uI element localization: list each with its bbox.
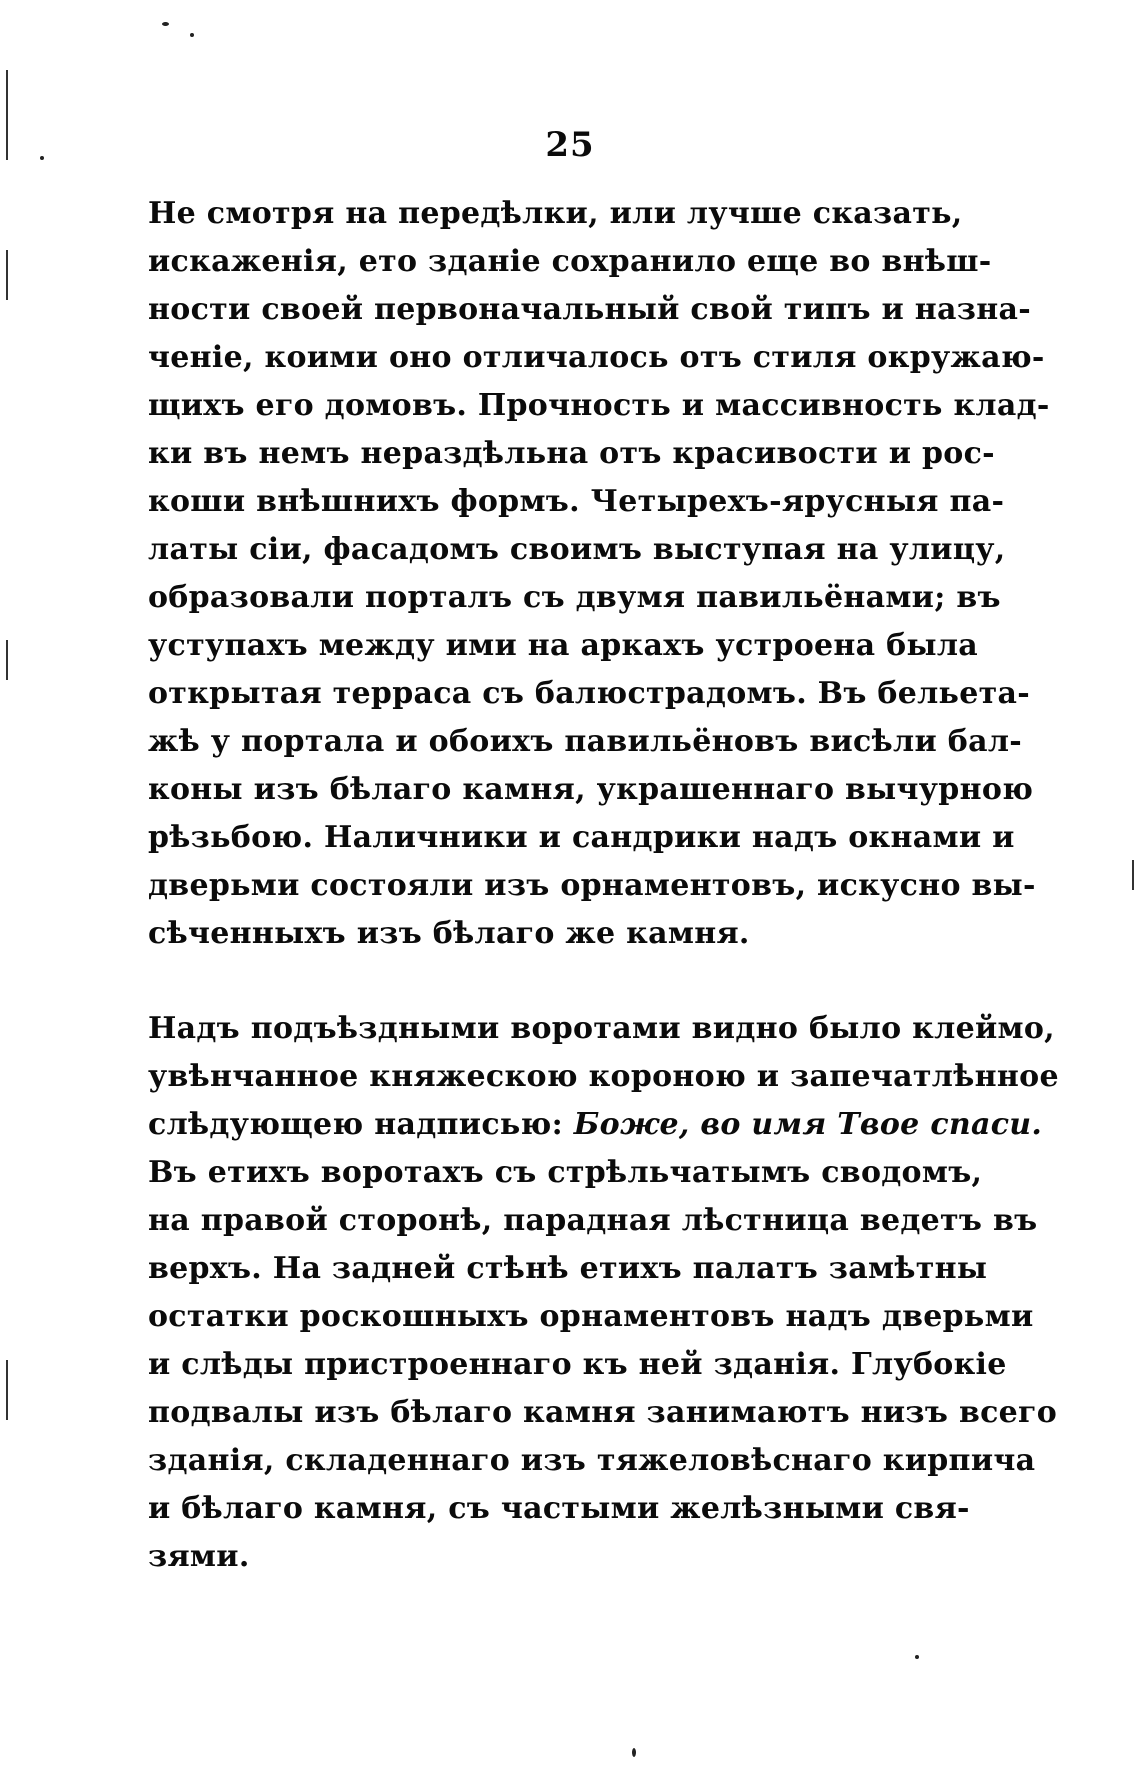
text-line: латы сіи, фасадомъ своимъ выступая на улицу, — [148, 532, 1006, 567]
scan-edge-mark — [6, 640, 8, 680]
scan-dust — [632, 1748, 636, 1757]
scan-dust — [162, 22, 169, 26]
text-line: образовали порталъ съ двумя павильёнами; въ — [148, 580, 1001, 615]
text-line: открытая терраса съ балюстрадомъ. Въ бельета- — [148, 676, 1030, 711]
scan-edge-mark — [1132, 860, 1134, 890]
paragraph-2 — [148, 1005, 1059, 1581]
text-line: коши внѣшнихъ формъ. Четырехъ-ярусныя па- — [148, 484, 1005, 519]
text-line: коны изъ бѣлаго камня, украшеннаго вычурною — [148, 772, 1034, 807]
text-line: рѣзьбою. Наличники и сандрики надъ окнами и — [148, 820, 1015, 855]
text-line: остатки роскошныхъ орнаментовъ надъ дверьми — [148, 1299, 1034, 1334]
text-line: подвалы изъ бѣлаго камня занимаютъ низъ всего — [148, 1395, 1058, 1430]
text-line: зданія, складеннаго изъ тяжеловѣснаго кирпича — [148, 1443, 1036, 1478]
text-line: ки въ немъ нераздѣльна отъ красивости и рос- — [148, 436, 995, 471]
text-line-with-inscription — [148, 1101, 1043, 1149]
text-line: Не смотря на передѣлки, или лучше сказать, — [148, 196, 963, 231]
text-line: и слѣды пристроеннаго къ ней зданія. Глубокіе — [148, 1347, 1007, 1382]
text-line: щихъ его домовъ. Прочность и массивность клад- — [148, 388, 1050, 423]
text-line: сѣченныхъ изъ бѣлаго же камня. — [148, 916, 750, 951]
text-line: верхъ. На задней стѣнѣ етихъ палатъ замѣтны — [148, 1251, 988, 1286]
text-line: увѣнчанное княжескою короною и запечатлѣнное — [148, 1059, 1059, 1094]
text-line: ченіе, коими оно отличалось отъ стиля окружаю- — [148, 340, 1045, 375]
text-line: и бѣлаго камня, съ частыми желѣзными свя- — [148, 1491, 970, 1526]
text-line: искаженія, ето зданіе сохранило еще во внѣш- — [148, 244, 992, 279]
paragraph-1 — [148, 190, 1050, 958]
text-line: слѣдующею надписью: — [148, 1107, 563, 1142]
inscription-text: Боже, во имя Твое спаси. — [573, 1107, 1043, 1142]
scan-dust — [915, 1655, 919, 1659]
text-line: уступахъ между ими на аркахъ устроена была — [148, 628, 979, 663]
scan-dust — [190, 33, 194, 37]
text-line: жѣ у портала и обоихъ павильёновъ висѣли бал- — [148, 724, 1023, 759]
text-line: зями. — [148, 1539, 250, 1574]
text-line: на правой сторонѣ, парадная лѣстница ведетъ въ — [148, 1203, 1038, 1238]
page-number: 25 — [545, 125, 595, 165]
scan-edge-mark — [6, 1360, 8, 1420]
text-line: дверьми состояли изъ орнаментовъ, искусно вы- — [148, 868, 1036, 903]
text-line: ности своей первоначальный свой типъ и назна- — [148, 292, 1031, 327]
scan-edge-mark — [6, 250, 8, 300]
text-line: Надъ подъѣздными воротами видно было клеймо, — [148, 1011, 1055, 1046]
text-line: Въ етихъ воротахъ съ стрѣльчатымъ сводомъ, — [148, 1155, 983, 1190]
